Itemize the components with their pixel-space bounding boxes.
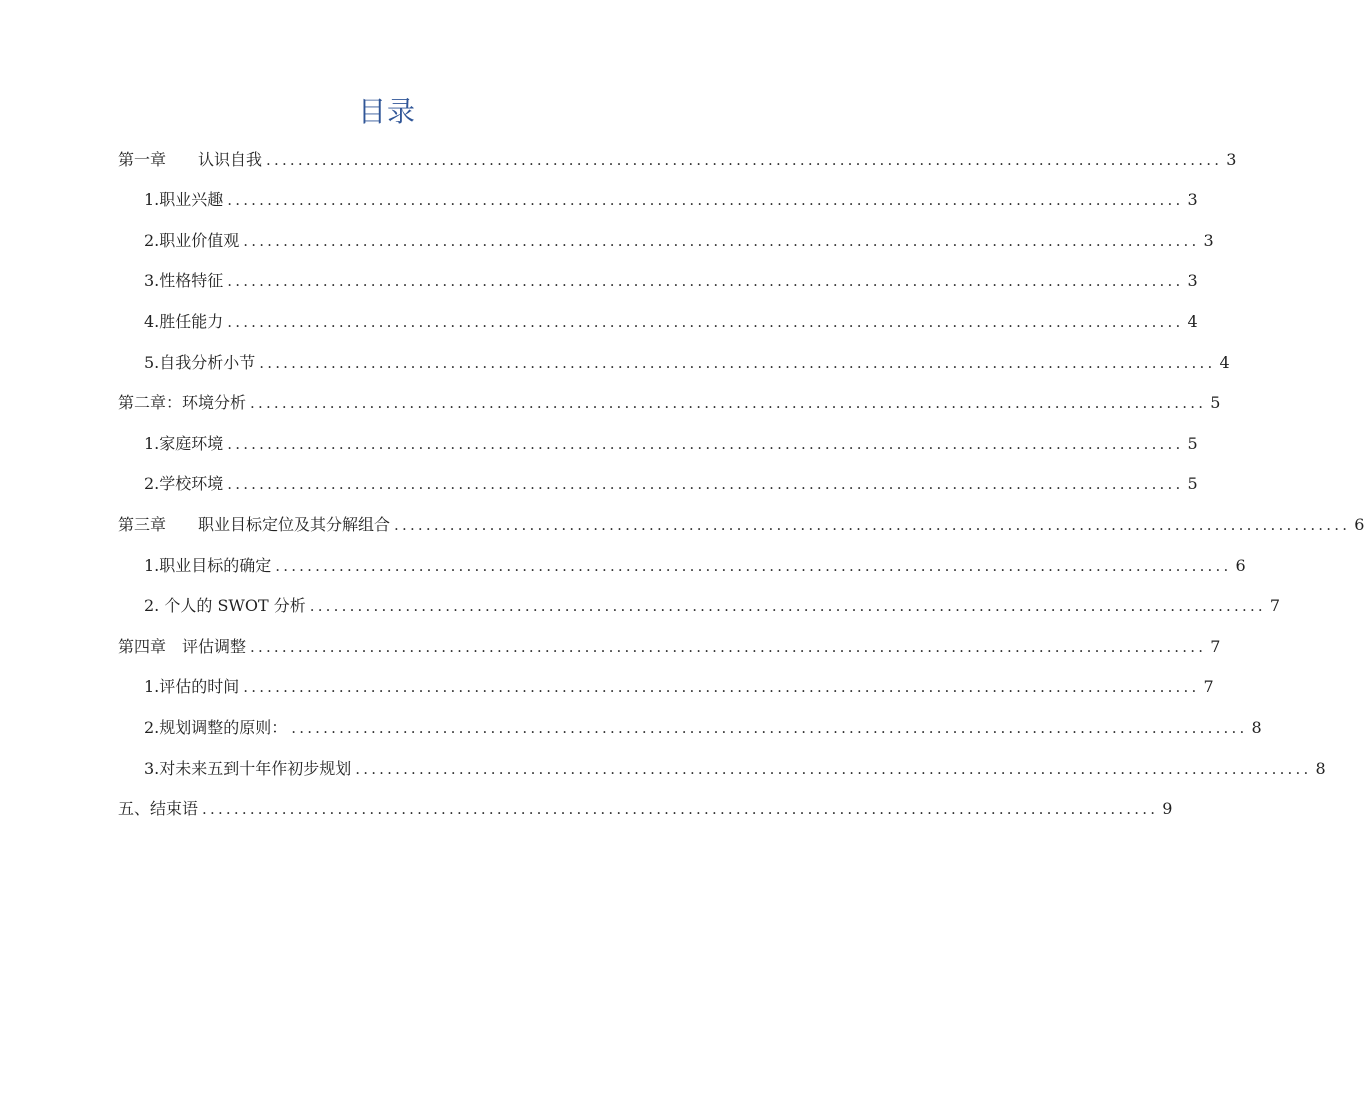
- toc-page-number: 7: [1269, 596, 1281, 616]
- toc-entry-label: 4.胜任能力: [144, 311, 224, 331]
- toc-page-number: 3: [1187, 271, 1198, 291]
- toc-entry-label: 5.自我分析小节: [144, 352, 256, 372]
- toc-entry-label: 1.职业目标的确定: [144, 555, 272, 575]
- toc-dot-leader: ........................................................................................................................: [259, 353, 1216, 372]
- toc-dot-leader: ........................................................................................................................: [309, 597, 1266, 616]
- toc-section-entry[interactable]: [118, 338, 1230, 379]
- toc-page-number: 4: [1187, 311, 1198, 331]
- toc-entry-label: 3.对未来五到十年作初步规划: [144, 758, 352, 778]
- toc-title: 目录: [357, 95, 416, 128]
- toc-dot-leader: ........................................................................................................................: [250, 637, 1207, 656]
- toc-section-entry[interactable]: [118, 257, 1198, 298]
- toc-dot-leader: ........................................................................................................................: [250, 394, 1207, 413]
- toc-section-entry[interactable]: [118, 582, 1281, 623]
- toc-entry-label: 2. 个人的 SWOT 分析: [144, 596, 306, 616]
- toc-entry-label: 1.职业兴趣: [144, 190, 224, 210]
- toc-page-number: 3: [1187, 190, 1198, 210]
- toc-entry-label: 2.规划调整的原则：: [144, 717, 288, 737]
- toc-dot-leader: ........................................................................................................................: [243, 678, 1200, 697]
- toc-entry-label: 3.性格特征: [144, 271, 224, 291]
- toc-page-number: 8: [1251, 717, 1262, 737]
- toc-dot-leader: ........................................................................................................................: [355, 759, 1312, 778]
- toc-dot-leader: ........................................................................................................................: [243, 231, 1200, 250]
- toc-entry-label: 第一章 认识自我: [118, 149, 263, 169]
- toc-dot-leader: ........................................................................................................................: [202, 800, 1159, 819]
- toc-section-entry[interactable]: [118, 297, 1198, 338]
- toc-entry-label: 五、结束语: [118, 799, 199, 819]
- toc-entry-label: 1.家庭环境: [144, 433, 224, 453]
- toc-dot-leader: ........................................................................................................................: [266, 150, 1223, 169]
- toc-entry-label: 2.职业价值观: [144, 230, 240, 250]
- toc-entry-label: 第四章 评估调整: [118, 636, 247, 656]
- toc-section-entry[interactable]: [118, 460, 1198, 501]
- toc-chapter-entry[interactable]: [118, 379, 1221, 420]
- toc-section-entry[interactable]: [118, 541, 1246, 582]
- toc-entry-label: 1.评估的时间: [144, 677, 240, 697]
- toc-page-number: 5: [1187, 474, 1198, 494]
- toc-page-number: 3: [1226, 149, 1237, 169]
- toc-page-number: 7: [1203, 677, 1214, 697]
- toc-page-number: 3: [1203, 230, 1214, 250]
- toc-page-number: 5: [1210, 393, 1221, 413]
- toc-section-entry[interactable]: [118, 176, 1198, 217]
- toc-dot-leader: ........................................................................................................................: [394, 515, 1351, 534]
- toc-entry-label: 2.学校环境: [144, 474, 224, 494]
- toc-dot-leader: ........................................................................................................................: [227, 434, 1184, 453]
- toc-page-number: 7: [1210, 636, 1221, 656]
- toc-section-entry[interactable]: [118, 703, 1262, 744]
- toc-dot-leader: ........................................................................................................................: [227, 312, 1184, 331]
- toc-entry-label: 第三章 职业目标定位及其分解组合: [118, 514, 391, 534]
- toc-page-number: 6: [1235, 555, 1246, 575]
- toc-page-number: 5: [1187, 433, 1198, 453]
- toc-section-entry[interactable]: [118, 663, 1214, 704]
- toc-chapter-entry[interactable]: [118, 500, 1364, 541]
- toc-page-number: 4: [1219, 352, 1230, 372]
- toc-dot-leader: ........................................................................................................................: [227, 475, 1184, 494]
- toc-page-number: 9: [1162, 799, 1173, 819]
- toc-dot-leader: ........................................................................................................................: [227, 191, 1184, 210]
- toc-chapter-entry[interactable]: [118, 785, 1173, 826]
- toc-page-number: 6: [1354, 514, 1364, 534]
- toc-entry-label: 第二章：环境分析: [118, 393, 247, 413]
- toc-page-number: 8: [1315, 758, 1326, 778]
- toc-list: [118, 135, 1364, 825]
- toc-section-entry[interactable]: [118, 744, 1326, 785]
- toc-chapter-entry[interactable]: [118, 622, 1221, 663]
- toc-section-entry[interactable]: [118, 419, 1198, 460]
- toc-chapter-entry[interactable]: [118, 135, 1237, 176]
- toc-dot-leader: ........................................................................................................................: [275, 556, 1232, 575]
- toc-dot-leader: ........................................................................................................................: [291, 718, 1248, 737]
- toc-section-entry[interactable]: [118, 216, 1214, 257]
- toc-dot-leader: ........................................................................................................................: [227, 272, 1184, 291]
